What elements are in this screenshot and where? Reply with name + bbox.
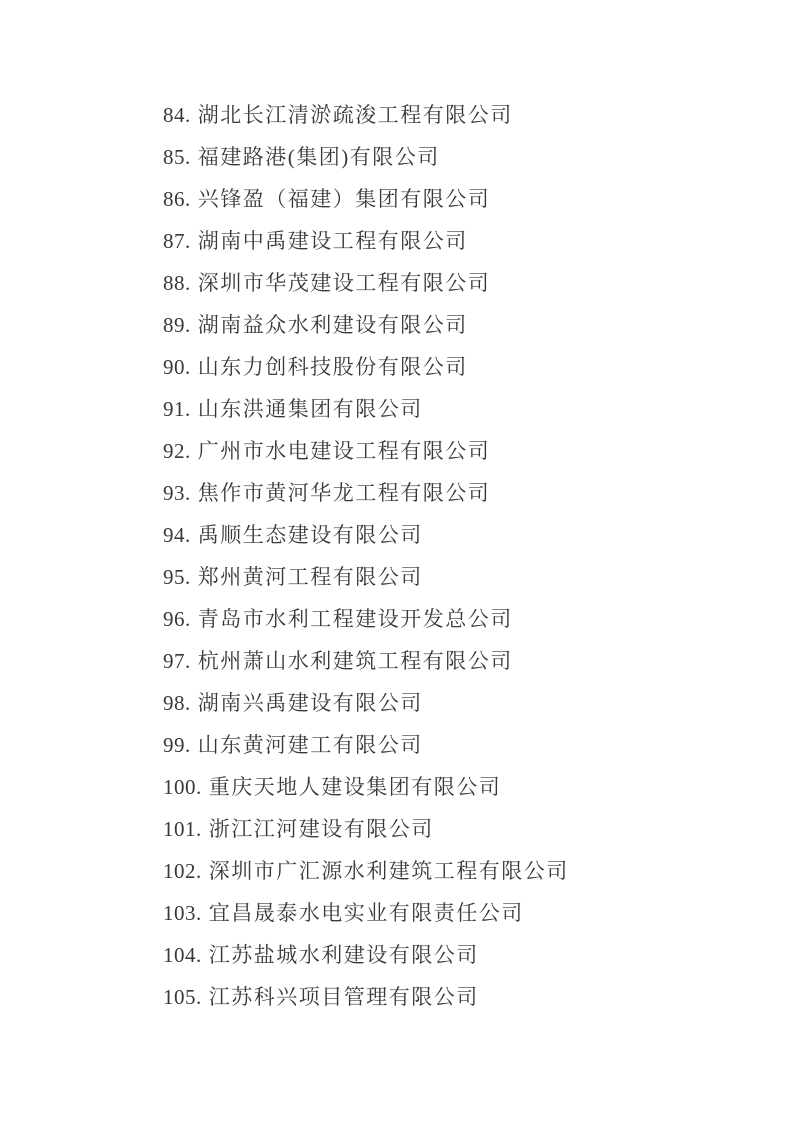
list-item	[163, 262, 760, 304]
item-number: 87.	[163, 229, 191, 253]
list-item	[163, 556, 760, 598]
list-item	[163, 598, 760, 640]
company-name: 湖北长江清淤疏浚工程有限公司	[197, 103, 513, 127]
item-number: 96.	[163, 607, 191, 631]
company-name: 杭州萧山水利建筑工程有限公司	[197, 649, 513, 673]
item-number: 91.	[163, 397, 191, 421]
company-name: 宜昌晟泰水电实业有限责任公司	[208, 901, 524, 925]
item-number: 98.	[163, 691, 191, 715]
item-number: 85.	[163, 145, 191, 169]
company-name: 湖南益众水利建设有限公司	[197, 313, 468, 337]
item-number: 90.	[163, 355, 191, 379]
list-item	[163, 430, 760, 472]
company-name: 青岛市水利工程建设开发总公司	[197, 607, 513, 631]
company-name: 深圳市华茂建设工程有限公司	[197, 271, 491, 295]
list-item	[163, 304, 760, 346]
item-number: 95.	[163, 565, 191, 589]
company-name: 广州市水电建设工程有限公司	[197, 439, 491, 463]
list-item	[163, 94, 760, 136]
item-number: 104.	[163, 943, 202, 967]
company-name: 郑州黄河工程有限公司	[197, 565, 423, 589]
item-number: 92.	[163, 439, 191, 463]
list-item	[163, 472, 760, 514]
item-number: 88.	[163, 271, 191, 295]
company-name: 湖南中禹建设工程有限公司	[197, 229, 468, 253]
company-name: 深圳市广汇源水利建筑工程有限公司	[208, 859, 569, 883]
item-number: 89.	[163, 313, 191, 337]
company-name: 山东洪通集团有限公司	[197, 397, 423, 421]
company-name: 禹顺生态建设有限公司	[197, 523, 423, 547]
item-number: 97.	[163, 649, 191, 673]
list-item	[163, 976, 760, 1018]
list-item	[163, 682, 760, 724]
company-name: 山东力创科技股份有限公司	[197, 355, 468, 379]
company-name: 山东黄河建工有限公司	[197, 733, 423, 757]
company-name: 兴锋盈（福建）集团有限公司	[197, 187, 491, 211]
list-item	[163, 766, 760, 808]
item-number: 103.	[163, 901, 202, 925]
company-name: 江苏科兴项目管理有限公司	[208, 985, 479, 1009]
company-name: 浙江江河建设有限公司	[208, 817, 434, 841]
company-name: 福建路港(集团)有限公司	[197, 145, 440, 169]
list-item	[163, 640, 760, 682]
list-item	[163, 346, 760, 388]
item-number: 100.	[163, 775, 202, 799]
list-item	[163, 850, 760, 892]
item-number: 86.	[163, 187, 191, 211]
item-number: 102.	[163, 859, 202, 883]
item-number: 93.	[163, 481, 191, 505]
company-name: 重庆天地人建设集团有限公司	[208, 775, 502, 799]
item-number: 84.	[163, 103, 191, 127]
item-number: 99.	[163, 733, 191, 757]
list-item	[163, 136, 760, 178]
company-name: 焦作市黄河华龙工程有限公司	[197, 481, 491, 505]
list-item	[163, 934, 760, 976]
list-item	[163, 808, 760, 850]
list-item	[163, 892, 760, 934]
company-name: 湖南兴禹建设有限公司	[197, 691, 423, 715]
list-item	[163, 514, 760, 556]
list-item	[163, 388, 760, 430]
company-name: 江苏盐城水利建设有限公司	[208, 943, 479, 967]
list-item	[163, 724, 760, 766]
list-item	[163, 220, 760, 262]
item-number: 94.	[163, 523, 191, 547]
item-number: 101.	[163, 817, 202, 841]
item-number: 105.	[163, 985, 202, 1009]
list-item	[163, 178, 760, 220]
